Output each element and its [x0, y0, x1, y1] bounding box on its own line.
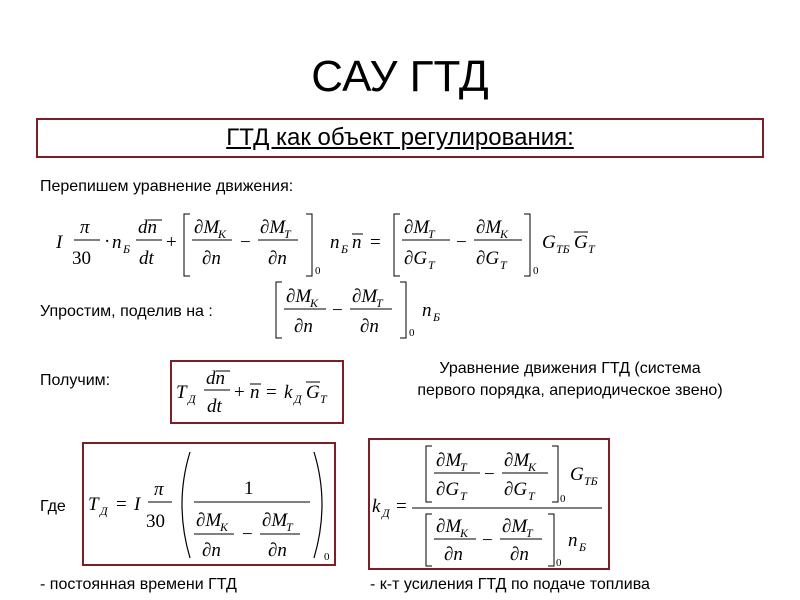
svg-text:−: − [456, 232, 467, 253]
svg-text:Д: Д [382, 506, 390, 520]
svg-text:Б: Б [123, 242, 131, 256]
svg-text:I: I [134, 494, 141, 515]
svg-text:1: 1 [244, 478, 254, 499]
svg-text:∂M: ∂M [352, 286, 378, 307]
svg-text:Б: Б [341, 242, 349, 256]
svg-text:0: 0 [533, 265, 539, 277]
svg-text:+: + [234, 382, 245, 403]
svg-text:K: K [460, 526, 469, 540]
svg-text:dt: dt [207, 396, 222, 417]
subtitle-text: ГТД как объект регулирования: [226, 124, 574, 151]
time-constant-frame [82, 442, 336, 566]
svg-text:∂n: ∂n [360, 316, 379, 337]
svg-text:=: = [266, 382, 277, 403]
svg-text:dn: dn [138, 217, 157, 238]
svg-text:∂M: ∂M [504, 450, 530, 471]
text-result: Получим: [40, 372, 111, 389]
svg-text:n: n [330, 232, 340, 253]
equation-note-line2: первого порядка, апериодическое звено) [417, 382, 723, 399]
svg-text:Б: Б [433, 310, 441, 324]
time-constant-formula [84, 444, 334, 564]
svg-text:K: K [218, 227, 227, 241]
svg-text:∂n: ∂n [294, 316, 313, 337]
svg-text:n: n [250, 382, 260, 403]
result-equation-frame [170, 360, 344, 424]
svg-text:K: K [500, 227, 509, 241]
svg-text:∂M: ∂M [502, 516, 528, 537]
svg-text:Д: Д [188, 392, 196, 406]
svg-text:dn: dn [206, 368, 225, 389]
svg-text:∂n: ∂n [202, 540, 221, 561]
svg-text:n: n [352, 232, 362, 253]
svg-text:∂G: ∂G [404, 248, 428, 269]
svg-text:∂n: ∂n [268, 248, 287, 269]
svg-text:T: T [376, 296, 383, 310]
svg-text:∂M: ∂M [476, 217, 502, 238]
svg-text:0: 0 [315, 265, 321, 277]
gain-frame [368, 438, 610, 570]
svg-text:G: G [570, 464, 584, 485]
svg-text:K: K [528, 460, 537, 474]
svg-text:−: − [240, 232, 251, 253]
svg-text:∂n: ∂n [444, 544, 463, 565]
svg-text:∂M: ∂M [436, 516, 462, 537]
svg-text:K: K [220, 520, 229, 534]
svg-text:∂G: ∂G [436, 479, 460, 500]
svg-text:K: K [310, 296, 319, 310]
svg-text:∂M: ∂M [262, 510, 288, 531]
svg-text:G: G [542, 232, 556, 253]
svg-text:−: − [482, 530, 493, 551]
gain-formula [370, 440, 608, 568]
svg-text:n: n [568, 530, 578, 551]
svg-text:+: + [166, 232, 177, 253]
svg-text:∂G: ∂G [476, 248, 500, 269]
svg-text:n: n [422, 300, 432, 321]
svg-text:T: T [588, 242, 595, 256]
svg-text:=: = [396, 496, 407, 517]
svg-text:0: 0 [560, 493, 566, 505]
svg-text:T: T [460, 460, 467, 474]
svg-text:=: = [116, 494, 127, 515]
svg-text:T: T [460, 489, 467, 503]
svg-text:∂n: ∂n [202, 248, 221, 269]
svg-text:dt: dt [139, 248, 154, 269]
svg-text:·: · [104, 231, 111, 252]
svg-text:k: k [372, 496, 381, 517]
svg-text:30: 30 [146, 511, 165, 532]
svg-text:−: − [484, 464, 495, 485]
svg-text:T: T [428, 258, 435, 272]
svg-text:0: 0 [409, 327, 415, 339]
svg-text:−: − [332, 300, 343, 321]
svg-text:∂M: ∂M [404, 217, 430, 238]
svg-text:∂M: ∂M [286, 286, 312, 307]
svg-text:π: π [80, 217, 90, 238]
svg-text:G: G [306, 382, 320, 403]
svg-text:T: T [88, 494, 99, 515]
text-simplify: Упростим, поделив на : [40, 303, 213, 320]
svg-text:Б: Б [579, 540, 587, 554]
slide-title: САУ ГТД [311, 52, 489, 101]
svg-text:T: T [528, 489, 535, 503]
svg-text:∂n: ∂n [268, 540, 287, 561]
result-equation [172, 362, 342, 422]
svg-text:T: T [320, 392, 327, 406]
svg-text:G: G [574, 232, 588, 253]
svg-text:=: = [370, 232, 381, 253]
equation-note-line1: Уравнение движения ГТД (система [439, 360, 701, 377]
svg-text:∂n: ∂n [510, 544, 529, 565]
svg-text:30: 30 [72, 248, 91, 269]
svg-text:−: − [242, 524, 253, 545]
svg-text:∂M: ∂M [196, 510, 222, 531]
svg-text:n: n [112, 232, 122, 253]
divisor-expression [272, 278, 462, 342]
svg-text:π: π [154, 479, 164, 500]
svg-text:∂M: ∂M [194, 217, 220, 238]
svg-text:0: 0 [324, 551, 330, 563]
svg-text:0: 0 [556, 557, 562, 568]
svg-text:∂M: ∂M [260, 217, 286, 238]
text-rewrite-equation: Перепишем уравнение движения: [40, 178, 294, 195]
subtitle-frame [36, 118, 764, 158]
svg-text:Д: Д [294, 392, 302, 406]
equation-note [370, 358, 770, 402]
svg-text:TБ: TБ [584, 474, 598, 488]
caption-gain: - к-т усиления ГТД по подаче топлива [370, 576, 650, 593]
motion-equation-full [50, 202, 610, 280]
svg-text:I: I [56, 232, 63, 253]
caption-time-constant: - постоянная времени ГТД [40, 576, 237, 593]
svg-text:T: T [176, 382, 187, 403]
svg-text:k: k [284, 382, 293, 403]
svg-text:T: T [526, 526, 533, 540]
svg-text:T: T [286, 520, 293, 534]
svg-text:∂G: ∂G [504, 479, 528, 500]
svg-text:∂M: ∂M [436, 450, 462, 471]
svg-text:T: T [428, 227, 435, 241]
svg-text:T: T [284, 227, 291, 241]
svg-text:Д: Д [100, 504, 108, 518]
svg-text:T: T [500, 258, 507, 272]
svg-text:TБ: TБ [556, 242, 570, 256]
text-where: Где [40, 498, 66, 515]
